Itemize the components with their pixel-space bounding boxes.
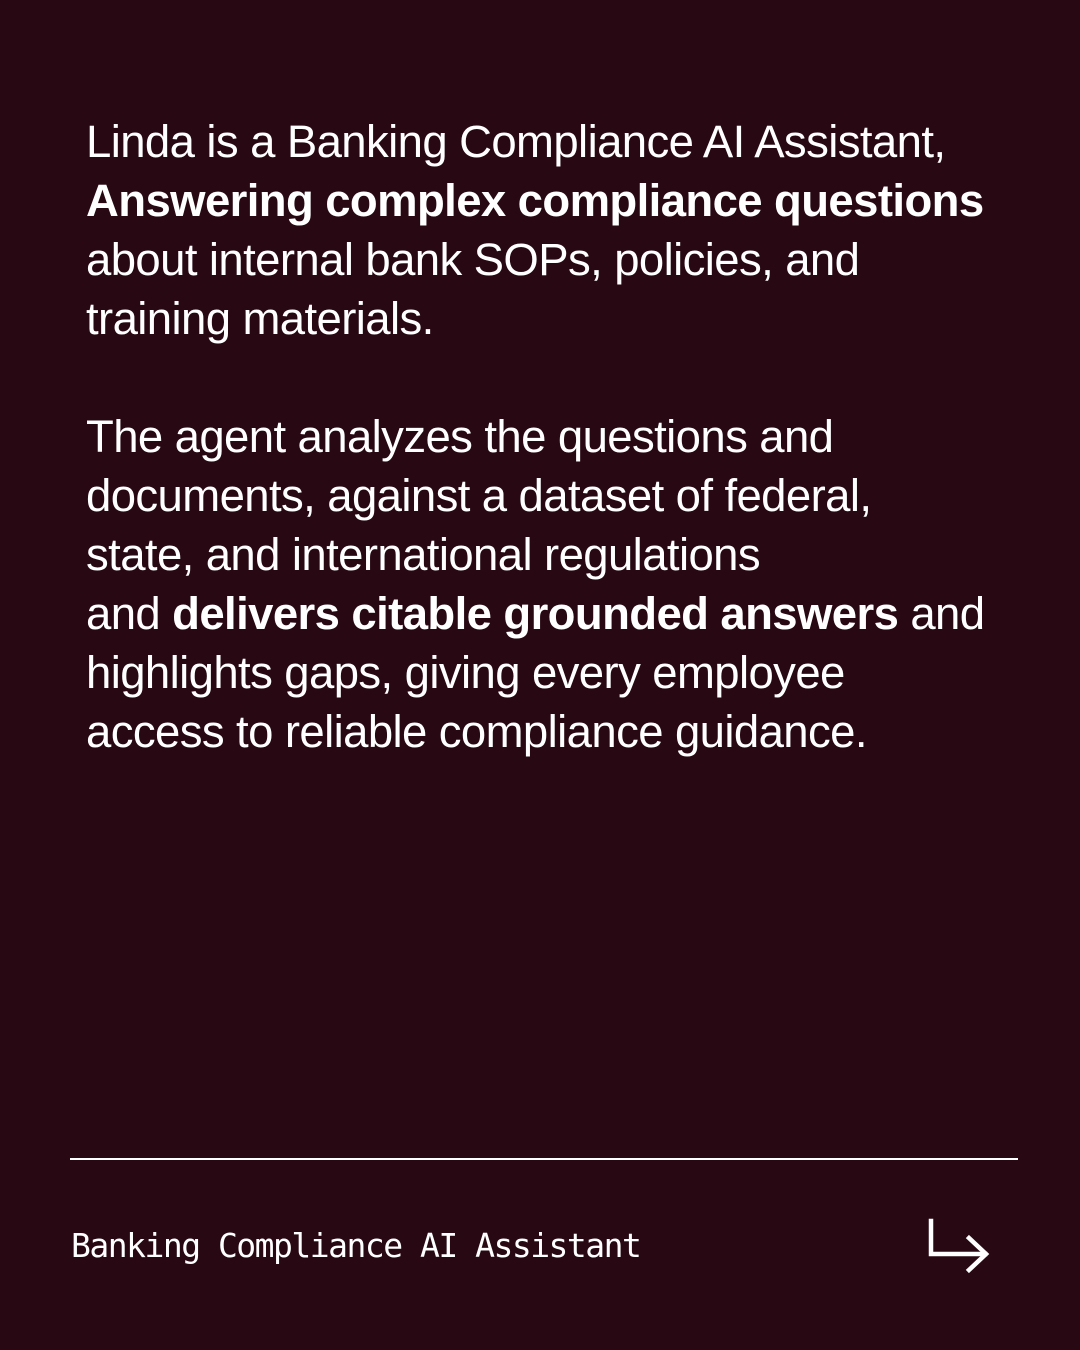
footer-divider (70, 1158, 1018, 1160)
main-content (86, 112, 986, 761)
intro-paragraph (86, 112, 986, 348)
details-paragraph: The agent analyzes the questions and documents, against a dataset of federal, state, and international regulations and delivers citable grounded answers and highlights gaps, giving every employee access to reliable compliance guidance. (86, 411, 985, 757)
intro-text-end: about internal bank SOPs, policies, and training materials. (86, 234, 860, 344)
details-highlight: delivers citable grounded answers (172, 588, 899, 639)
arrow-down-right-icon[interactable] (924, 1218, 996, 1280)
footer-label: Banking Compliance AI Assistant (71, 1226, 641, 1265)
intro-text: Linda is a Banking Compliance AI Assistant, (86, 116, 946, 167)
intro-highlight: Answering complex compliance questions (86, 175, 984, 226)
